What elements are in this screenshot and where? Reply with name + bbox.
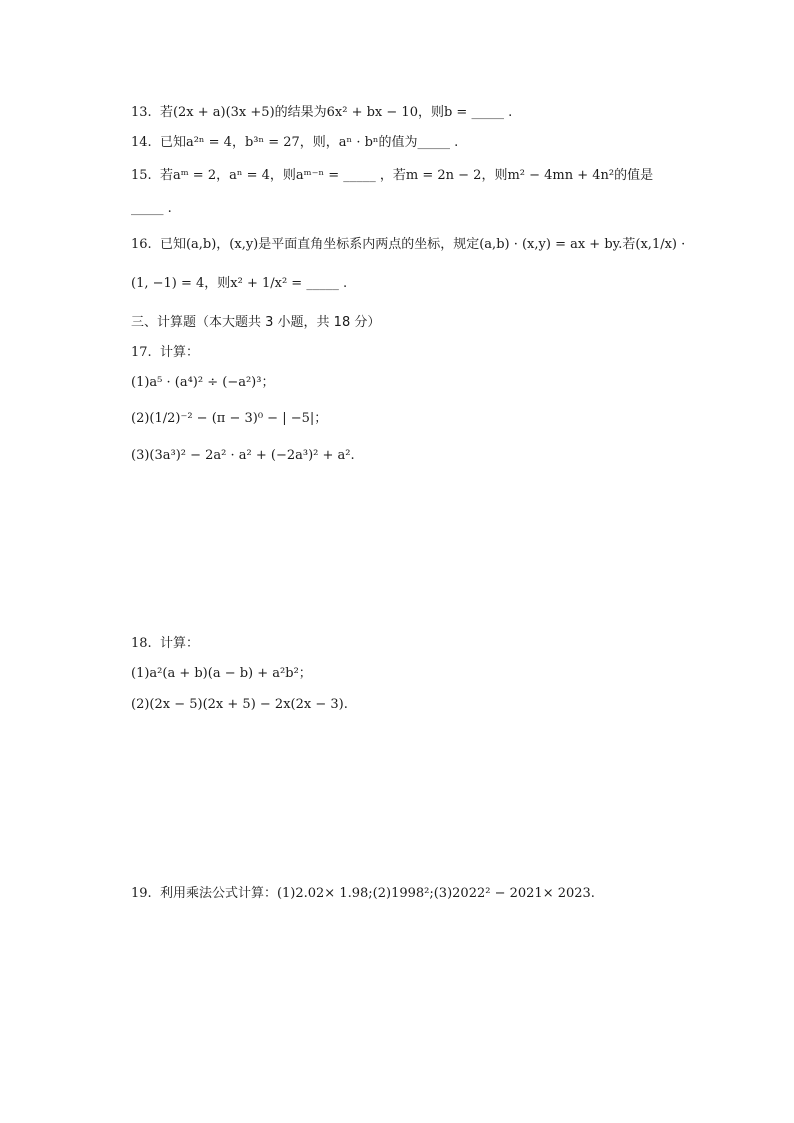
q18-part-1: (1)a²(a + b)(a − b) + a²b²； <box>131 666 312 681</box>
q17-part-2: (2)(1/2)⁻² − (π − 3)⁰ − | −5|； <box>131 411 328 426</box>
q15-line-2: _____ . <box>131 201 172 216</box>
q15-line-1: 15. 若aᵐ = 2，aⁿ = 4，则aᵐ⁻ⁿ = _____ ，若m = 2n − 2，则m² − 4mn + 4n²的值是 <box>131 168 654 183</box>
q17-title: 17. 计算： <box>131 345 199 360</box>
q19-line: 19. 利用乘法公式计算：(1)2.02× 1.98;(2)1998²;(3)2022² − 2021× 2023. <box>131 886 595 901</box>
q18-title: 18. 计算： <box>131 636 199 651</box>
q17-part-1: (1)a⁵ · (a⁴)² ÷ (−a²)³； <box>131 375 275 390</box>
q13-line: 13. 若(2x + a)(3x +5)的结果为6x² + bx − 10，则b = _____ . <box>131 105 513 120</box>
q16-line-2: (1, −1) = 4，则x² + 1/x² = _____ . <box>131 276 348 291</box>
q18-part-2: (2)(2x − 5)(2x + 5) − 2x(2x − 3). <box>131 697 348 712</box>
q14-line: 14. 已知a²ⁿ = 4，b³ⁿ = 27，则，aⁿ · bⁿ的值为_____ . <box>131 135 459 150</box>
q16-line-1: 16. 已知(a,b)，(x,y)是平面直角坐标系内两点的坐标，规定(a,b) · (x,y) = ax + by.若(x,1/x) · <box>131 237 686 252</box>
q17-part-3: (3)(3a³)² − 2a² · a² + (−2a³)² + a². <box>131 448 355 463</box>
section-3-heading: 三、计算题（本大题共 3 小题，共 18 分） <box>131 315 381 330</box>
